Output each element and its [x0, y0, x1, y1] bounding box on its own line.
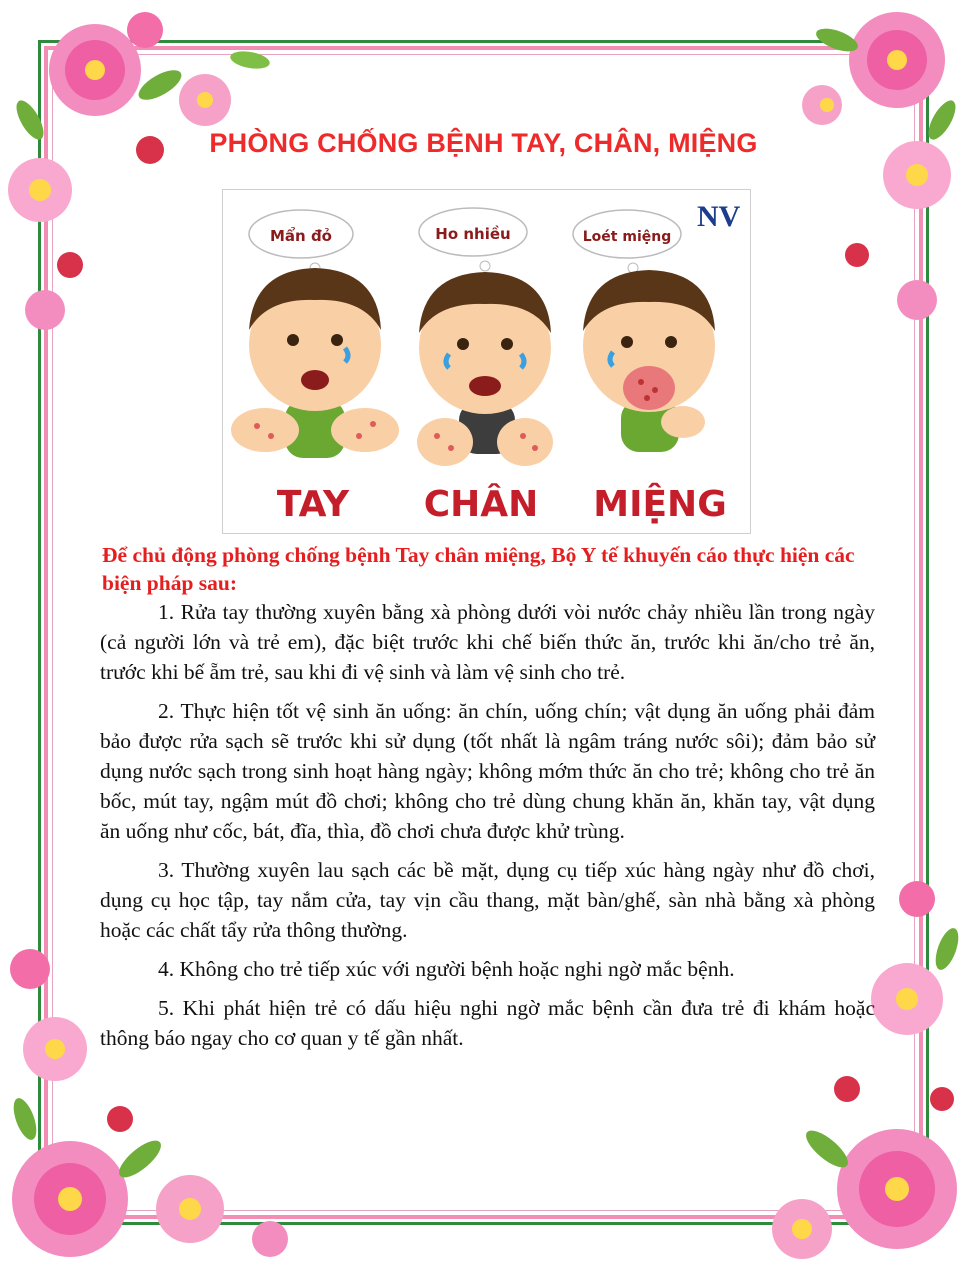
bubble-cough-label: Ho nhiều [435, 225, 511, 243]
label-chan: CHÂN [423, 484, 539, 525]
bubble-rash [249, 210, 353, 273]
bubble-mouth-ulcer [573, 210, 681, 273]
measure-item: 5. Khi phát hiện trẻ có dấu hiệu nghi ngờ mắc bệnh cần đưa trẻ đi khám hoặc thông báo ngay cho cơ quan y tế gần nhất. [100, 996, 875, 1050]
intro-text: Để chủ động phòng chống bệnh Tay chân miệng, Bộ Y tế khuyến cáo thực hiện các biện pháp sau: [102, 543, 855, 595]
page-title: PHÒNG CHỐNG BỆNH TAY, CHÂN, MIỆNG [209, 128, 758, 158]
measure-item: 1. Rửa tay thường xuyên bằng xà phòng dưới vòi nước chảy nhiều lần trong ngày (cả người lớn và trẻ em), đặc biệt trước khi chế biến thức ăn, trước khi ăn/cho trẻ ăn, trước khi bế ẵm trẻ, sau khi đi vệ sinh và làm vệ sinh cho trẻ. [100, 600, 875, 684]
label-mieng: MIỆNG [593, 484, 727, 525]
measures-list [100, 597, 875, 1062]
measure-item: 2. Thực hiện tốt vệ sinh ăn uống: ăn chín, uống chín; vật dụng ăn uống phải đảm bảo được rửa sạch sẽ trước khi sử dụng (tốt nhất là ngâm tráng nước sôi); đảm bảo sử dụng nước sạch trong sinh hoạt hàng ngày; không mớm thức ăn cho trẻ; không cho trẻ ăn bốc, mút tay, ngậm mút đồ chơi; không cho trẻ dùng chung khăn ăn, khăn tay, vật dụng ăn uống như cốc, bát, đĩa, thìa, đồ chơi chưa được khử trùng. [100, 699, 875, 843]
bubble-rash-label: Mẩn đỏ [270, 227, 332, 245]
bubble-mouth-ulcer-label: Loét miệng [582, 229, 672, 245]
measure-item: 3. Thường xuyên lau sạch các bề mặt, dụng cụ tiếp xúc hàng ngày như đồ chơi, dụng cụ học tập, tay nắm cửa, tay vịn cầu thang, mặt bàn/ghế, sàn nhà bằng xà phòng hoặc các chất tẩy rửa thông thường. [100, 858, 875, 942]
child-feet-figure [417, 272, 553, 466]
label-tay: TAY [276, 484, 350, 525]
illustration-canvas [223, 190, 750, 533]
logo-letters: NV [697, 200, 741, 233]
child-hands-figure [231, 268, 399, 458]
measure-item: 4. Không cho trẻ tiếp xúc với người bệnh hoặc nghi ngờ mắc bệnh. [158, 957, 735, 981]
bubble-cough [419, 208, 527, 271]
flower-decoration-top-right [767, 0, 967, 340]
clinic-logo [697, 200, 741, 233]
hfmd-illustration [222, 189, 751, 534]
child-mouth-figure [583, 270, 715, 452]
